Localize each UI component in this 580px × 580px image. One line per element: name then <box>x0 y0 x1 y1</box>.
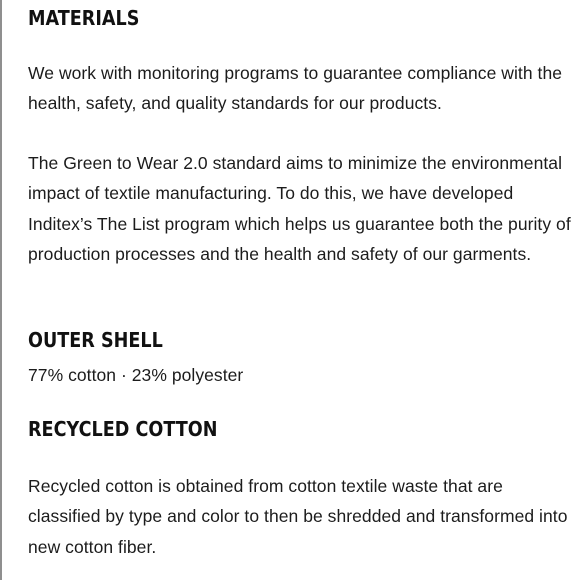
materials-heading: MATERIALS <box>28 6 140 30</box>
outer-shell-composition: 77% cotton · 23% polyester <box>28 365 244 385</box>
left-border-line <box>0 0 2 580</box>
materials-paragraph-green-to-wear: The Green to Wear 2.0 standard aims to minimize the environmental impact of textile manufacturing. To do this, we have developed Inditex’s The List program which helps us guarantee both the purity of production processes and the health and safety of our garments. <box>28 153 571 264</box>
outer-shell-heading: OUTER SHELL <box>28 328 163 352</box>
materials-paragraph-monitoring: We work with monitoring programs to guarantee compliance with the health, safety, and quality standards for our products. <box>28 63 563 114</box>
recycled-cotton-heading: RECYCLED COTTON <box>28 417 218 441</box>
recycled-cotton-description: Recycled cotton is obtained from cotton textile waste that are classified by type and color to then be shredded and transformed into new cotton fiber. <box>28 476 568 557</box>
